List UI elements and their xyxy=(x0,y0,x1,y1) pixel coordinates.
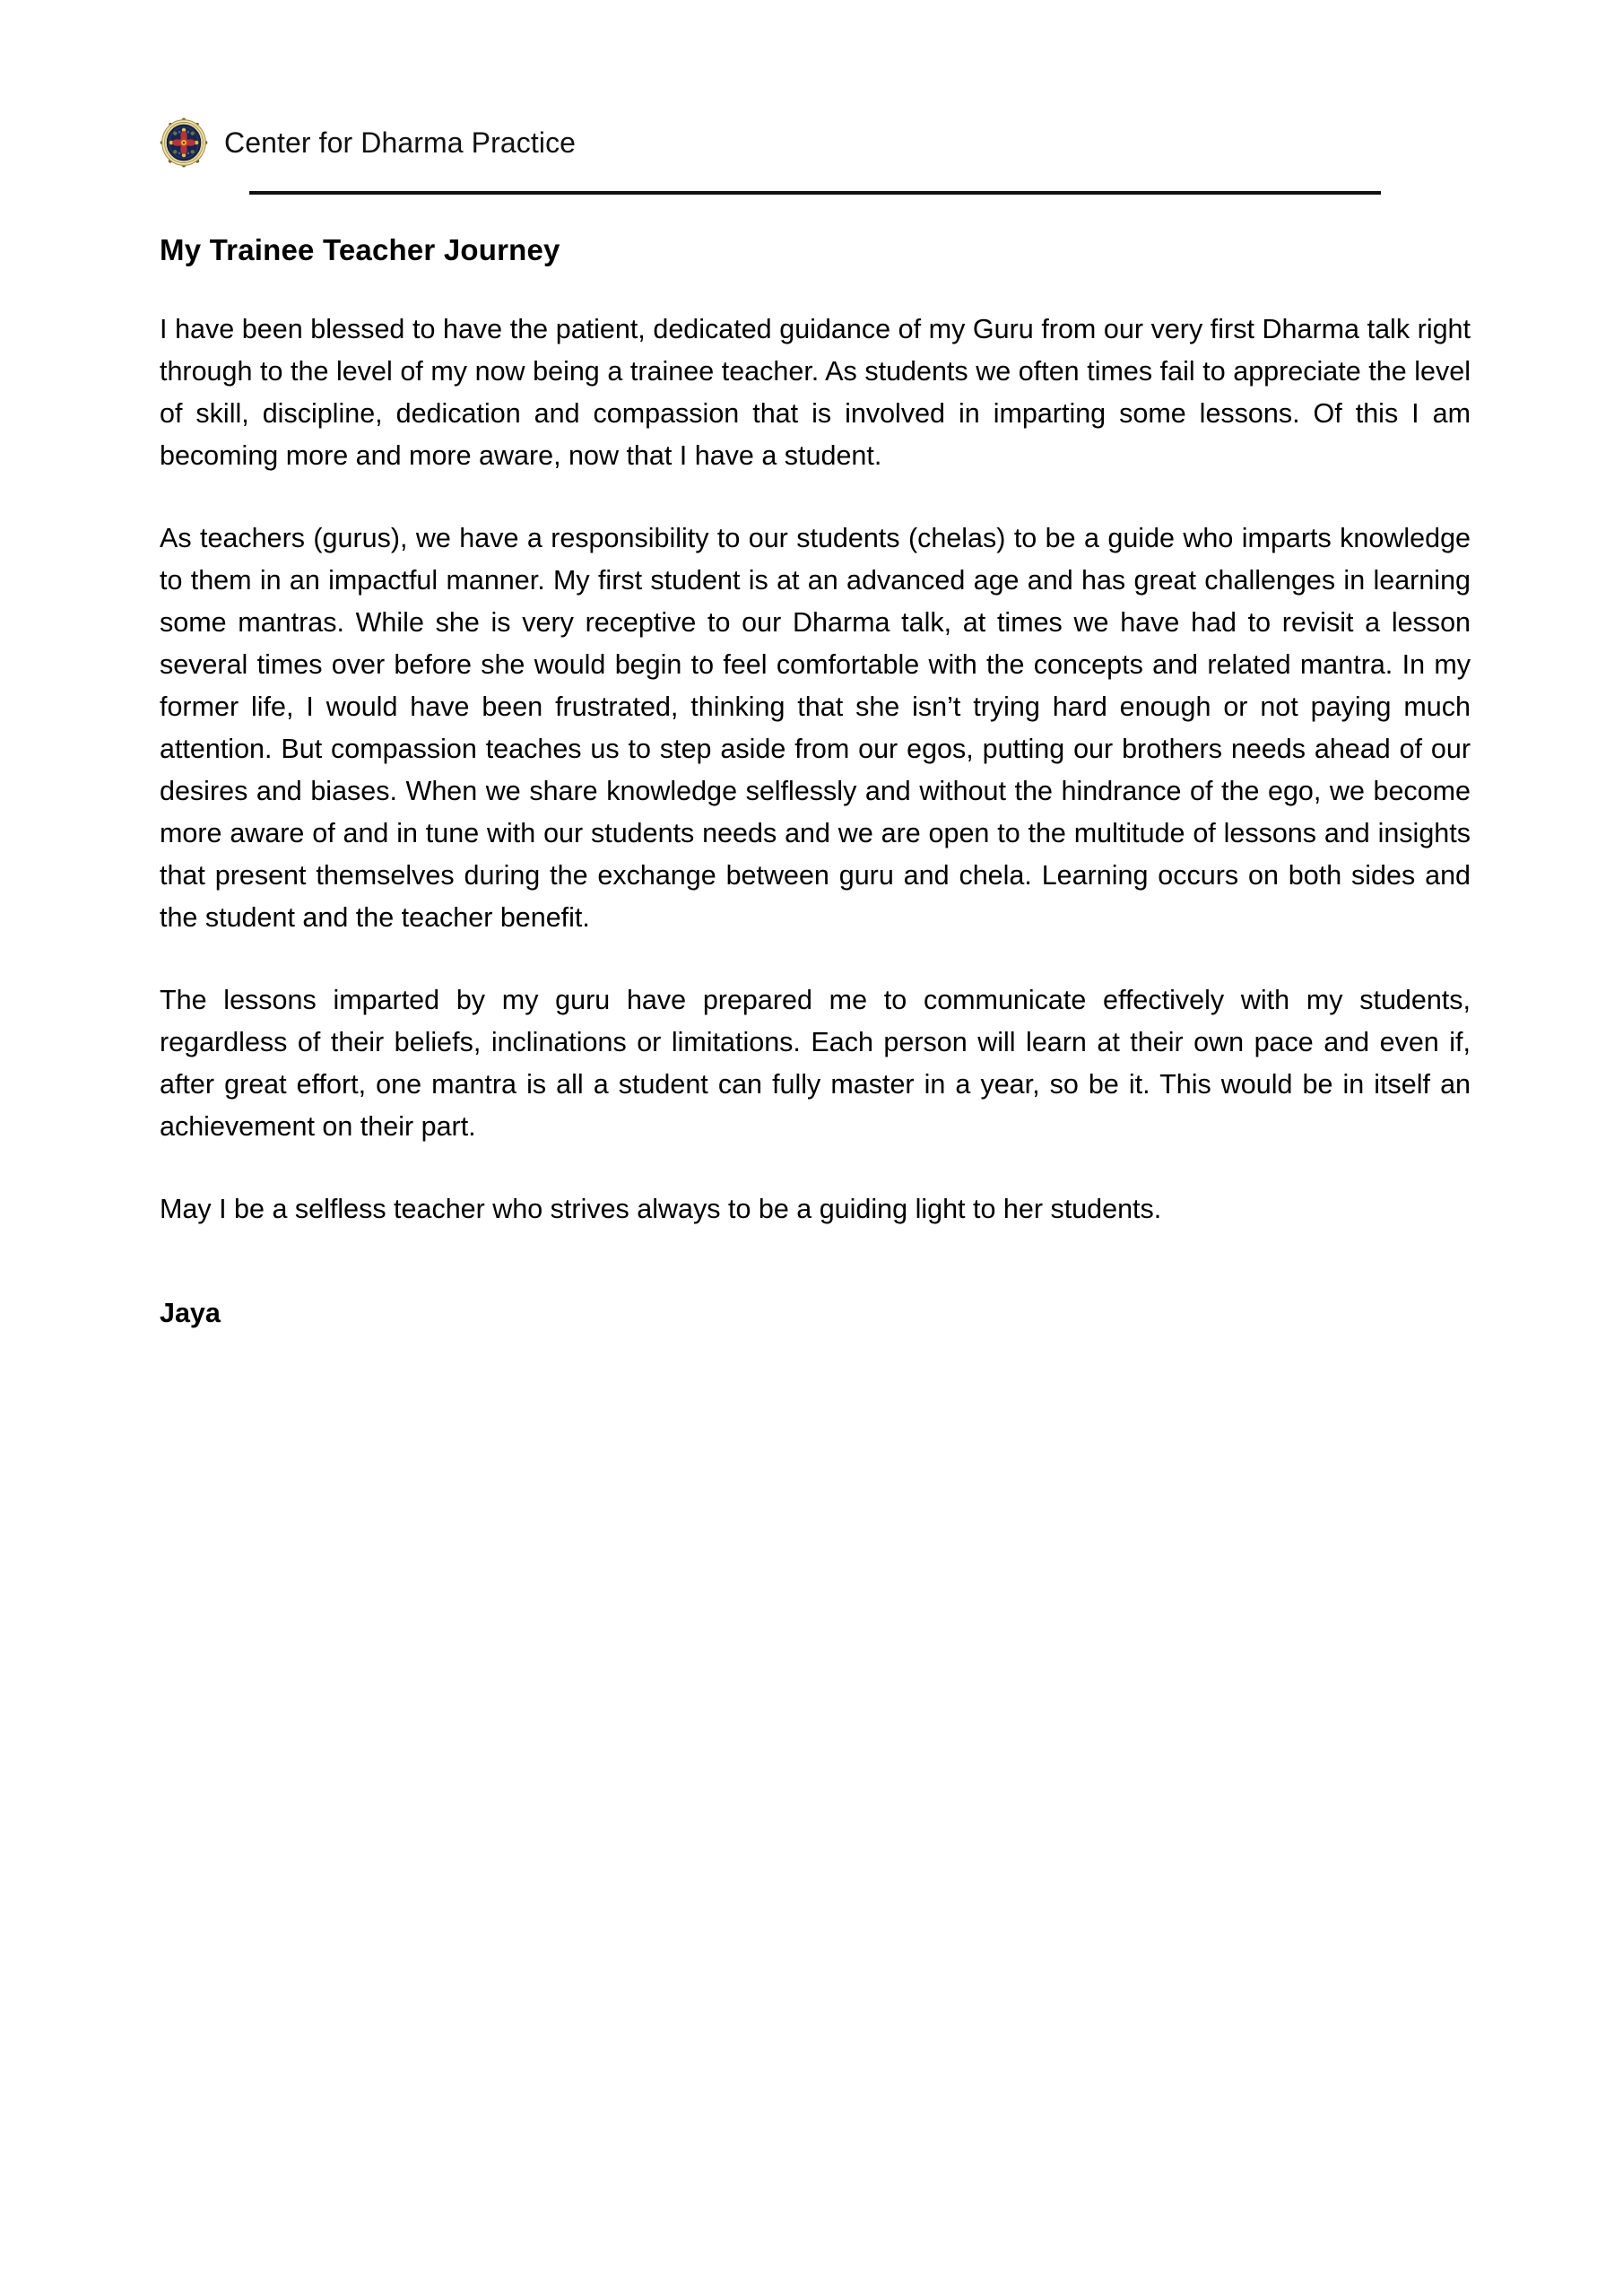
letterhead xyxy=(160,115,1471,202)
page-title: My Trainee Teacher Journey xyxy=(160,233,560,266)
body-paragraph-1: I have been blessed to have the patient, dedicated guidance of my Guru from our very first Dharma talk right through to the level of my now being a trainee teacher. As students we often times fail to appreciate the level of skill, discipline, dedication and compassion that is involved in imparting some lessons. Of this I am becoming more and more aware, now that I have a student. xyxy=(160,314,1471,472)
body-paragraph-2: As teachers (gurus), we have a responsibility to our students (chelas) to be a guide who imparts knowledge to them in an impactful manner. My first student is at an advanced age and has great challenges in learning some mantras. While she is very receptive to our Dharma talk, at times we have had to revisit a lesson several times over before she would begin to feel comfortable with the concepts and related mantra. In my former life, I would have been frustrated, thinking that she isn’t trying hard enough or not paying much attention. But compassion teaches us to step aside from our egos, putting our brothers needs ahead of our desires and biases. When we share knowledge selflessly and without the hindrance of the ego, we become more aware of and in tune with our students needs and we are open to the multitude of lessons and insights that present themselves during the exchange between guru and chela. Learning occurs on both sides and the student and the teacher benefit. xyxy=(160,523,1471,934)
document-body xyxy=(160,231,1471,1335)
letterhead-divider xyxy=(249,191,1381,195)
body-paragraph-4: May I be a selfless teacher who strives always to be a guiding light to her students. xyxy=(160,1194,1162,1225)
organization-name: Center for Dharma Practice xyxy=(224,126,577,159)
dharma-mandala-logo-icon xyxy=(160,117,208,168)
body-paragraph-3: The lessons imparted by my guru have prepared me to communicate effectively with my students, regardless of their beliefs, inclinations or limitations. Each person will learn at their own pace and even if, after great effort, one mantra is all a student can fully master in a year, so be it. This would be in itself an achievement on their part. xyxy=(160,985,1471,1143)
letterhead-row xyxy=(160,115,1471,170)
signature: Jaya xyxy=(160,1298,221,1329)
